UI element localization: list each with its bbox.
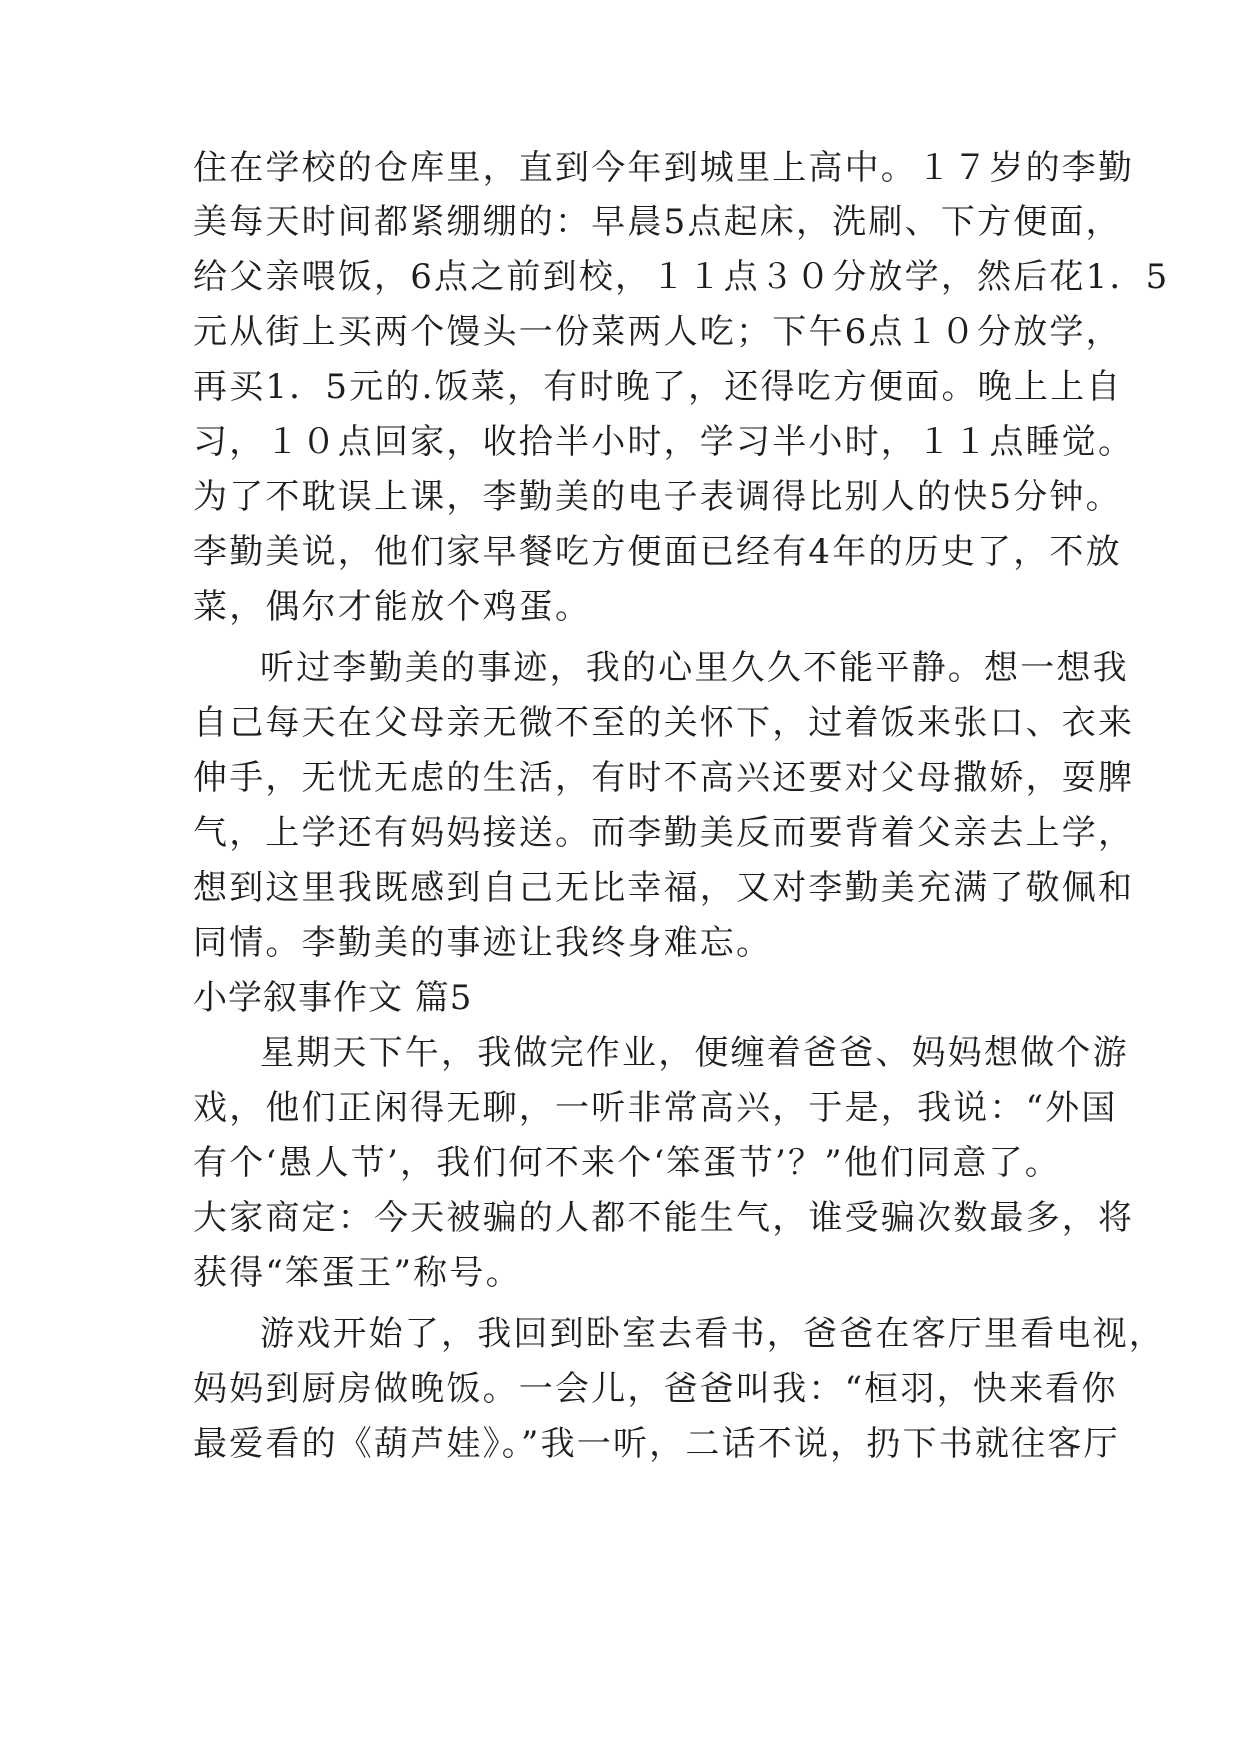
text-line: 最爱看的《葫芦娃》。”我一听，二话不说，扔下书就往客厅	[193, 1424, 1120, 1464]
text-line: 想到这里我既感到自己无比幸福，又对李勤美充满了敬佩和	[193, 868, 1135, 908]
text-line: 有个‘愚人节’，我们何不来个‘笨蛋节’？”他们同意了。	[193, 1143, 1062, 1183]
text-line: 美每天时间都紧绷绷的：早晨5点起床，洗刷、下方便面，	[193, 202, 1122, 242]
paragraph-first-line: 听过李勤美的事迹，我的心里久久不能平静。想一想我	[260, 648, 1129, 688]
text-line: 习，１０点回家，收拾半小时，学习半小时，１１点睡觉。	[193, 422, 1135, 462]
text-line: 为了不耽误上课，李勤美的电子表调得比别人的快5分钟。	[193, 477, 1122, 517]
text-line: 住在学校的仓库里，直到今年到城里上高中。１７岁的李勤	[193, 148, 1135, 188]
text-line: 同情。李勤美的事迹让我终身难忘。	[193, 923, 773, 963]
paragraph-first-line: 星期天下午，我做完作业，便缠着爸爸、妈妈想做个游	[260, 1033, 1129, 1073]
text-line: 再买1．5元的.饭菜，有时晚了，还得吃方便面。晚上上自	[193, 367, 1123, 407]
text-line: 给父亲喂饭，6点之前到校，１１点３０分放学，然后花1．5	[193, 257, 1170, 297]
text-line: 妈妈到厨房做晚饭。一会儿，爸爸叫我：“桓羽，快来看你	[193, 1369, 1118, 1409]
text-line: 气，上学还有妈妈接送。而李勤美反而要背着父亲去上学，	[193, 813, 1135, 853]
text-line: 李勤美说，他们家早餐吃方便面已经有4年的历史了，不放	[193, 532, 1122, 572]
text-line: 伸手，无忧无虑的生活，有时不高兴还要对父母撒娇，耍脾	[193, 758, 1135, 798]
text-line: 菜，偶尔才能放个鸡蛋。	[193, 587, 592, 627]
text-line: 大家商定：今天被骗的人都不能生气，谁受骗次数最多，将	[193, 1198, 1135, 1238]
text-line: 元从街上买两个馒头一份菜两人吃；下午6点１０分放学，	[193, 312, 1122, 352]
text-line: 自己每天在父母亲无微不至的关怀下，过着饭来张口、衣来	[193, 703, 1135, 743]
text-line: 获得“笨蛋王”称号。	[193, 1253, 522, 1293]
section-heading: 小学叙事作文 篇5	[193, 978, 473, 1018]
text-line: 戏，他们正闲得无聊，一听非常高兴，于是，我说：“外国	[193, 1088, 1118, 1128]
paragraph-first-line: 游戏开始了，我回到卧室去看书，爸爸在客厅里看电视，	[260, 1314, 1165, 1354]
